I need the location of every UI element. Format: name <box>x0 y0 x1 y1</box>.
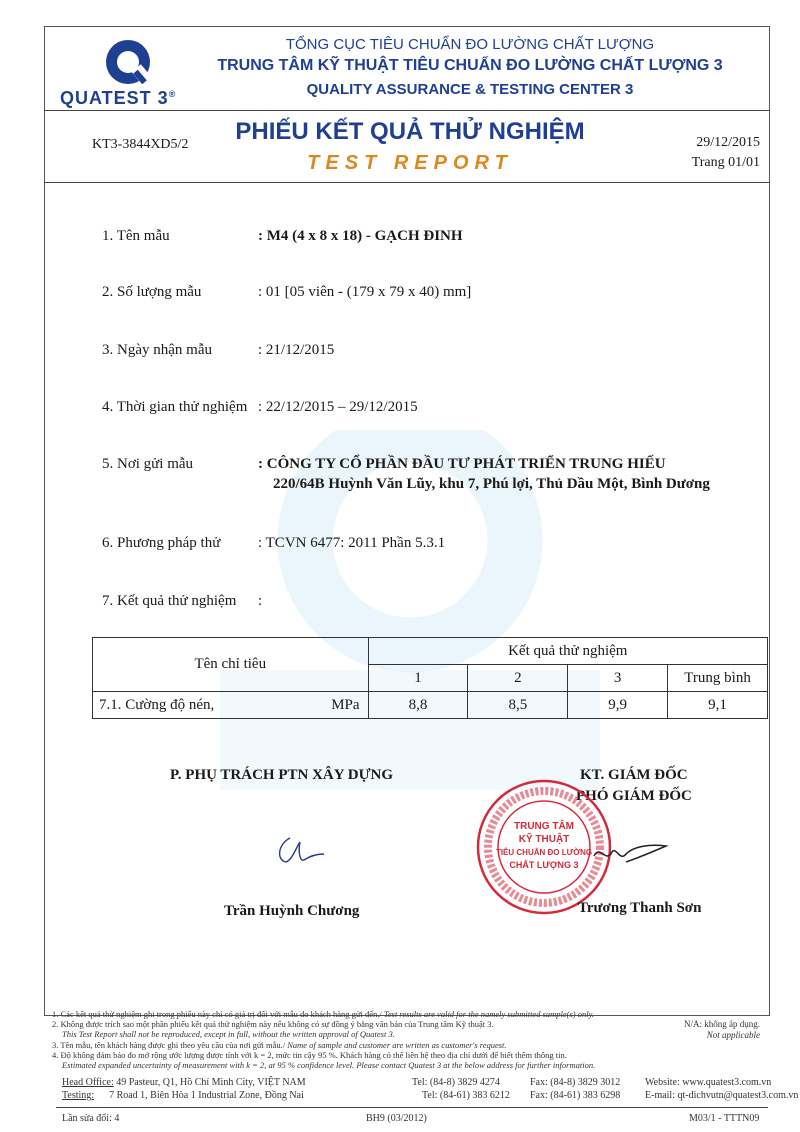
na-note: N/A: không áp dụng. Not applicable <box>684 1019 760 1040</box>
report-title-vi: PHIẾU KẾT QUẢ THỬ NGHIỆM <box>235 118 585 145</box>
field-label-quantity: 2. Số lượng mẫu <box>102 284 202 300</box>
table-cell-name <box>93 692 369 719</box>
signer-right-title2: PHÓ GIÁM ĐỐC <box>576 788 692 804</box>
table-cell-value: 8,5 <box>468 692 568 719</box>
footer-code: M03/1 - TTTN09 <box>689 1113 760 1124</box>
field-label-test-period: 4. Thời gian thử nghiệm <box>102 399 248 415</box>
field-label-received-date: 3. Ngày nhận mẫu <box>102 342 212 358</box>
table-col-1: 1 <box>368 665 468 692</box>
table-cell-value: 8,8 <box>368 692 468 719</box>
row-name: 7.1. Cường độ nén, <box>99 696 215 713</box>
report-date: 29/12/2015 <box>696 135 760 150</box>
field-value-sender: : CÔNG TY CỔ PHẦN ĐẦU TƯ PHÁT TRIỂN TRUNG HIẾU <box>258 456 666 472</box>
signature-right-icon <box>590 836 670 872</box>
logo-text: QUATEST 3® <box>60 88 177 108</box>
field-value-test-period: : 22/12/2015 – 29/12/2015 <box>258 399 418 415</box>
email-link[interactable]: E-mail: qt-dichvutn@quatest3.com.vn <box>645 1090 799 1101</box>
header-divider <box>44 110 770 111</box>
row-unit: MPa <box>331 696 360 713</box>
svg-text:TIÊU CHUẨN ĐO LƯỜNG: TIÊU CHUẨN ĐO LƯỜNG <box>495 848 593 857</box>
report-code: KT3-3844XD5/2 <box>92 137 189 152</box>
svg-text:KỸ THUẬT: KỸ THUẬT <box>518 834 570 845</box>
field-value-results: : <box>258 593 263 609</box>
table-col-3: 3 <box>568 665 668 692</box>
table-cell-value: 9,9 <box>568 692 668 719</box>
svg-text:TRUNG TÂM: TRUNG TÂM <box>514 821 574 832</box>
footer-revision: Lần sửa đổi: 4 <box>62 1113 120 1124</box>
svg-text:CHẤT LƯỢNG 3: CHẤT LƯỢNG 3 <box>509 860 579 870</box>
header-center-en: QUALITY ASSURANCE & TESTING CENTER 3 <box>306 81 634 98</box>
report-page: Trang 01/01 <box>691 155 760 170</box>
field-value-sender-address: 220/64B Huỳnh Văn Lũy, khu 7, Phú lợi, Thủ Dầu Một, Bình Dương <box>273 476 710 492</box>
signature-left-icon <box>270 830 330 870</box>
table-header-name: Tên chỉ tiêu <box>93 638 369 692</box>
note-1: 1. Các kết quả thử nghiệm ghi trong phiếu này chỉ có giá trị đối với mẫu do khách hàng gửi đến./ Test results are valid for the namely submitted sample(s) only. <box>52 1009 595 1019</box>
field-value-sample-name: : M4 (4 x 8 x 18) - GẠCH ĐINH <box>258 228 463 244</box>
table-col-average: Trung bình <box>668 665 768 692</box>
table-header-group: Kết quả thử nghiệm <box>368 638 767 665</box>
results-table <box>92 637 768 719</box>
table-header-row <box>93 638 768 665</box>
note-4: 4. Độ không đảm bảo đo mở rộng ước lượng được tính với k = 2, mức tin cậy 95 %. Khách hàng có thể liên hệ theo địa chỉ dưới để biết thêm thông tin. <box>52 1049 567 1060</box>
table-row <box>93 692 768 719</box>
table-col-2: 2 <box>468 665 568 692</box>
signer-right-title1: KT. GIÁM ĐỐC <box>580 767 688 783</box>
field-label-sample-name: 1. Tên mẫu <box>102 228 170 244</box>
footer-form: BH9 (03/2012) <box>366 1113 427 1124</box>
footnotes <box>52 1009 595 1070</box>
field-label-method: 6. Phương pháp thử <box>102 535 221 551</box>
field-label-sender: 5. Nơi gửi mẫu <box>102 456 194 472</box>
field-value-quantity: : 01 [05 viên - (179 x 79 x 40) mm] <box>258 284 472 300</box>
header-agency: TỔNG CỤC TIÊU CHUẨN ĐO LƯỜNG CHẤT LƯỢNG <box>285 36 655 53</box>
header-center-vi: TRUNG TÂM KỸ THUẬT TIÊU CHUẨN ĐO LƯỜNG CHẤT LƯỢNG 3 <box>217 57 723 74</box>
footer-divider <box>56 1107 768 1108</box>
note-3: 3. Tên mẫu, tên khách hàng được ghi theo yêu cầu của nơi gửi mẫu./ Name of sample and customer are written as customer's request. <box>52 1039 507 1050</box>
head-office-line: Head Office: 49 Pasteur, Q1, Hồ Chí Minh City, VIỆT NAM Tel: (84-8) 3829 4274 Fax: (84-8) 3829 3012 Website: www.quatest3.com.vn <box>62 1077 772 1088</box>
testing-office-line: Testing: 7 Road 1, Biên Hòa 1 Industrial Zone, Đồng Nai Tel: (84-61) 383 6212 Fax: (84-61) 383 6298 E-mail: qt-dichvutn@quatest3.com.vn <box>62 1090 799 1101</box>
field-value-method: : TCVN 6477: 2011 Phần 5.3.1 <box>258 535 446 551</box>
website-link[interactable]: Website: www.quatest3.com.vn <box>645 1077 772 1088</box>
field-label-results: 7. Kết quả thử nghiệm <box>102 593 237 609</box>
signer-right-name: Trương Thanh Sơn <box>578 900 702 916</box>
note-4-en: Estimated expanded uncertainty of measurement with k = 2, at 95 % confidence level. Please contact Quatest 3 at the below address for further information. <box>62 1060 596 1071</box>
title-divider <box>44 182 770 183</box>
signer-left-name: Trần Huỳnh Chương <box>224 903 360 919</box>
table-cell-value: 9,1 <box>668 692 768 719</box>
report-title-en: TEST REPORT <box>307 152 513 174</box>
signer-left-title: P. PHỤ TRÁCH PTN XÂY DỰNG <box>170 767 394 783</box>
field-value-received-date: : 21/12/2015 <box>258 342 335 358</box>
note-2: 2. Không được trích sao một phần phiếu kết quả thử nghiệm này nếu không có sự đồng ý bằng văn bản của Trung tâm Kỹ thuật 3. <box>52 1019 494 1030</box>
note-2-en: This Test Report shall not be reproduced, except in full, without the written approval of Quatest 3. <box>62 1029 395 1040</box>
